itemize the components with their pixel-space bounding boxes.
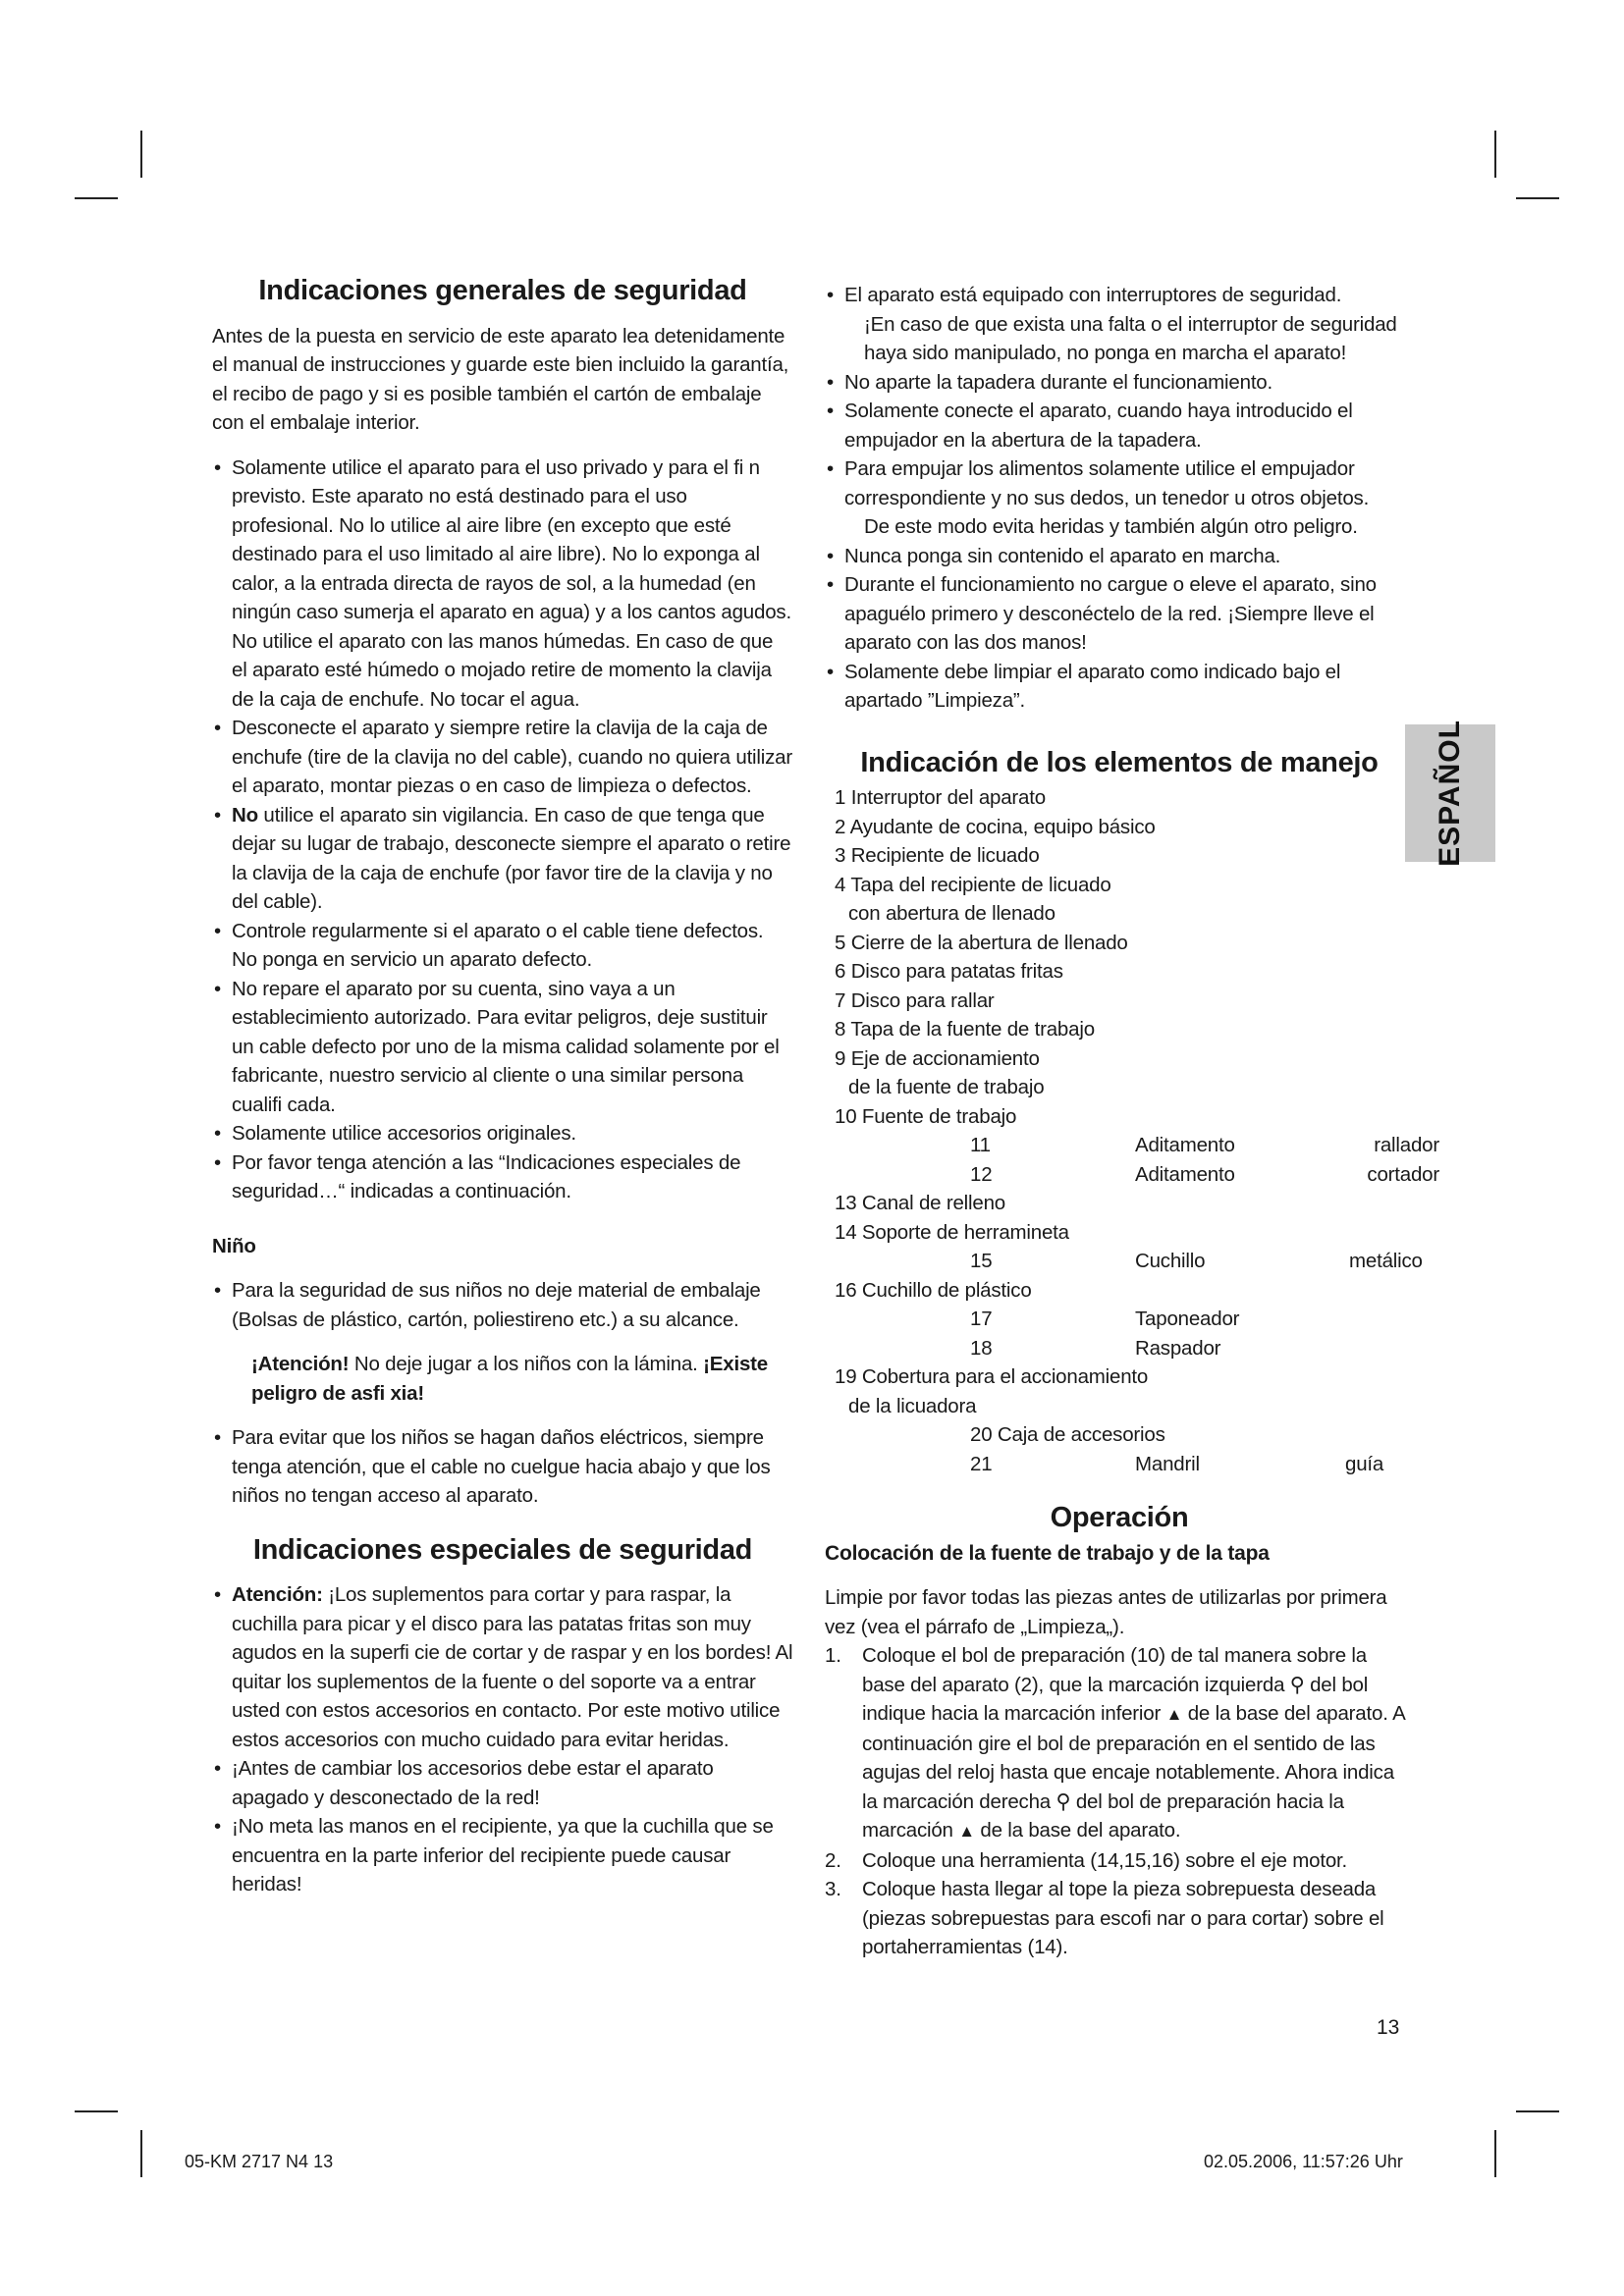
list-item: • Solamente utilice el aparato para el uso privado y para el fi n previsto. Este aparato no está destinado para el uso profesional. No lo utilice al aire libre (en excepto que esté destinado para el uso limitado al aire libre). No lo exponga al calor, a la entrada directa de rayos de sol, a la humedad (en ningún caso sumerja el aparato en agua) y a los cantos agudos. No utilice el aparato con las manos húmedas. En caso de que el aparato esté húmedo o mojado retire de momento la clavija de la caja de enchufe. No tocar el agua. [212,454,793,715]
subsection-title-placement: Colocación de la fuente de trabajo y de la tapa [825,1541,1270,1565]
left-column [212,277,793,1899]
list-item: 5 Cierre de la abertura de llenado [835,931,1128,954]
crop-mark [75,2110,118,2112]
child-safety-list [212,1276,793,1334]
crop-mark [1494,2130,1496,2177]
list-item: 16 Cuchillo de plástico [835,1278,1032,1302]
child-safety-list-2 [212,1423,793,1511]
list-item: de la fuente de trabajo [848,1076,1045,1098]
footer-document-id: 05-KM 2717 N4 13 [185,2152,334,2171]
crop-mark [1494,131,1496,178]
list-item: • Para la seguridad de sus niños no deje material de embalaje (Bolsas de plástico, cartón, poliestireno etc.) a su alcance. [212,1276,793,1334]
list-item: 11 Aditamento rallador [970,1134,1439,1156]
list-item: • Solamente conecte el aparato, cuando haya introducido el empujador en la abertura de la tapadera. [825,397,1414,454]
list-item: 8 Tapa de la fuente de trabajo [835,1018,1095,1041]
list-item: 1 Interruptor del aparato [835,786,1046,809]
list-item: • Para empujar los alimentos solamente utilice el empujador correspondiente y no sus dedos, un tenedor u otros objetos. De este modo evita heridas y también algún otro peligro. [825,454,1414,542]
general-safety-list [212,454,793,1206]
section-title-general-safety: Indicaciones generales de seguridad [258,275,747,306]
page-number: 13 [1377,2016,1400,2039]
list-item: • ¡Antes de cambiar los accesorios debe estar el aparato apagado y desconectado de la red! [212,1754,793,1812]
list-item: 6 Disco para patatas fritas [835,960,1063,983]
section-title-elements: Indicación de los elementos de manejo [860,746,1379,778]
operation-steps [825,1641,1414,1962]
triangle-up-icon: ▲ [1165,1705,1183,1724]
list-item: 2. Coloque una herramienta (14,15,16) sobre el eje motor. [825,1848,1348,1872]
list-item: • No repare el aparato por su cuenta, sino vaya a un establecimiento autorizado. Para evitar peligros, deje sustituir un cable defecto por uno de la misma calidad solamente por el fabricante, nuestro servicio al cliente o una similar persona cualifi cada. [212,975,793,1120]
list-item: 21 Mandril guía [970,1452,1384,1475]
list-item: • ¡No meta las manos en el recipiente, ya que la cuchilla que se encuentra en la parte inferior del recipiente puede causar heridas! [212,1812,793,1899]
list-item: 20 Caja de accesorios [970,1423,1165,1446]
list-item: 4 Tapa del recipiente de licuado [835,873,1111,896]
list-item: 15 Cuchillo metálico [970,1250,1423,1272]
right-column [825,281,1439,1962]
list-item: • No aparte la tapadera durante el funcionamiento. [825,368,1414,398]
list-item: • El aparato está equipado con interruptores de seguridad. ¡En caso de que exista una falta o el interruptor de seguridad haya sido manipulado, no ponga en marcha el aparato! [825,281,1414,368]
subsection-title-nino: Niño [212,1234,256,1257]
marker-drop-icon: ⚲ [1289,1673,1305,1696]
crop-mark [75,197,118,199]
section-title-operation: Operación [1050,1502,1189,1533]
list-item: 10 Fuente de trabajo [835,1104,1017,1128]
list-item: 17 Taponeador [970,1308,1240,1330]
list-item: de la licuadora [848,1394,977,1417]
marker-drop-filled-icon: ⚲ [1056,1789,1071,1813]
list-item: 18 Raspador [970,1336,1221,1360]
list-item: • Controle regularmente si el aparato o el cable tiene defectos. No ponga en servicio un aparato defecto. [212,917,793,975]
list-item: • No utilice el aparato sin vigilancia. En caso de que tenga que dejar su lugar de trabajo, desconecte siempre el aparato o retire la clavija de la caja de enchufe (por favor tire de la clavija y no del cable). [212,801,793,917]
list-item: 3. Coloque hasta llegar al tope la pieza sobrepuesta deseada (piezas sobrepuestas para escofi nar o para cortar) sobre el portaherramientas (14). [825,1878,1384,1958]
intro-paragraph: Antes de la puesta en servicio de este aparato lea detenidamente el manual de instrucciones y guarde este bien incluido la garantía, el recibo de pago y si es posible también el cartón de embalaje con el embalaje interior. [212,324,789,434]
language-tab: ESPAÑOL [1405,724,1495,862]
attention-paragraph: ¡Atención! No deje jugar a los niños con la lámina. ¡Existe peligro de asfi xia! [251,1353,768,1405]
list-item: • Solamente utilice accesorios originales. [212,1119,793,1148]
list-item: • Para evitar que los niños se hagan daños eléctricos, siempre tenga atención, que el cable no cuelgue hacia abajo y que los niños no tengan acceso al aparato. [212,1423,793,1511]
list-item: • Desconecte el aparato y siempre retire la clavija de la caja de enchufe (tire de la clavija no del cable), cuando no quiera utilizar el aparato, montar piezas o en caso de limpieza o defectos. [212,714,793,801]
crop-mark [140,2130,142,2177]
list-item: 13 Canal de relleno [835,1192,1005,1214]
section-title-special-safety: Indicaciones especiales de seguridad [252,1533,753,1566]
triangle-up-icon: ▲ [958,1822,975,1841]
operation-intro: Limpie por favor todas las piezas antes de utilizarlas por primera vez (vea el párrafo de „Limpieza„). [825,1586,1387,1638]
footer-timestamp: 02.05.2006, 11:57:26 Uhr [1204,2152,1403,2171]
list-item: 12 Aditamento cortador [970,1162,1439,1186]
list-item: • Atención: ¡Los suplementos para cortar y para raspar, la cuchilla para picar y el disco para las patatas fritas son muy agudos en la superfi cie de cortar y de raspar y en los bordes! Al quitar los suplementos de la fuente o del soporte va a entrar usted con estos accesorios en contacto. Por este motivo utilice estos accesorios con mucho cuidado para evitar heridas. [212,1580,793,1754]
list-item: 19 Cobertura para el accionamiento [835,1365,1149,1388]
list-item: 2 Ayudante de cocina, equipo básico [835,815,1156,838]
crop-mark [1516,197,1559,199]
list-item: • Nunca ponga sin contenido el aparato en marcha. [825,542,1414,571]
right-safety-list [825,281,1414,716]
list-item: 1. Coloque el bol de preparación (10) de tal manera sobre la base del aparato (2), que la marcación izquierda ⚲ del bol indique hacia la marcación inferior ▲ de la base del aparato. A continuación gire el bol de preparación en el sentido de las agujas del reloj hasta que encaje notablemente. Ahora indica la marcación derecha ⚲ del bol de preparación hacia la marcación ▲ de la base del aparato. [825,1644,1405,1842]
list-item: con abertura de llenado [848,902,1056,925]
crop-mark [1516,2110,1559,2112]
crop-mark [140,131,142,178]
list-item: 14 Soporte de herramineta [835,1220,1069,1244]
list-item: • Durante el funcionamiento no cargue o eleve el aparato, sino apaguélo primero y desconéctelo de la red. ¡Siempre lleve el aparato con las dos manos! [825,570,1414,658]
list-item: 3 Recipiente de licuado [835,844,1040,867]
special-safety-list [212,1580,793,1899]
parts-list [825,783,1439,1478]
list-item: • Solamente debe limpiar el aparato como indicado bajo el apartado ”Limpieza”. [825,658,1414,716]
list-item: • Por favor tenga atención a las “Indicaciones especiales de seguridad…“ indicadas a continuación. [212,1148,793,1206]
list-item: 7 Disco para rallar [835,988,995,1012]
list-item: 9 Eje de accionamiento [835,1046,1040,1070]
